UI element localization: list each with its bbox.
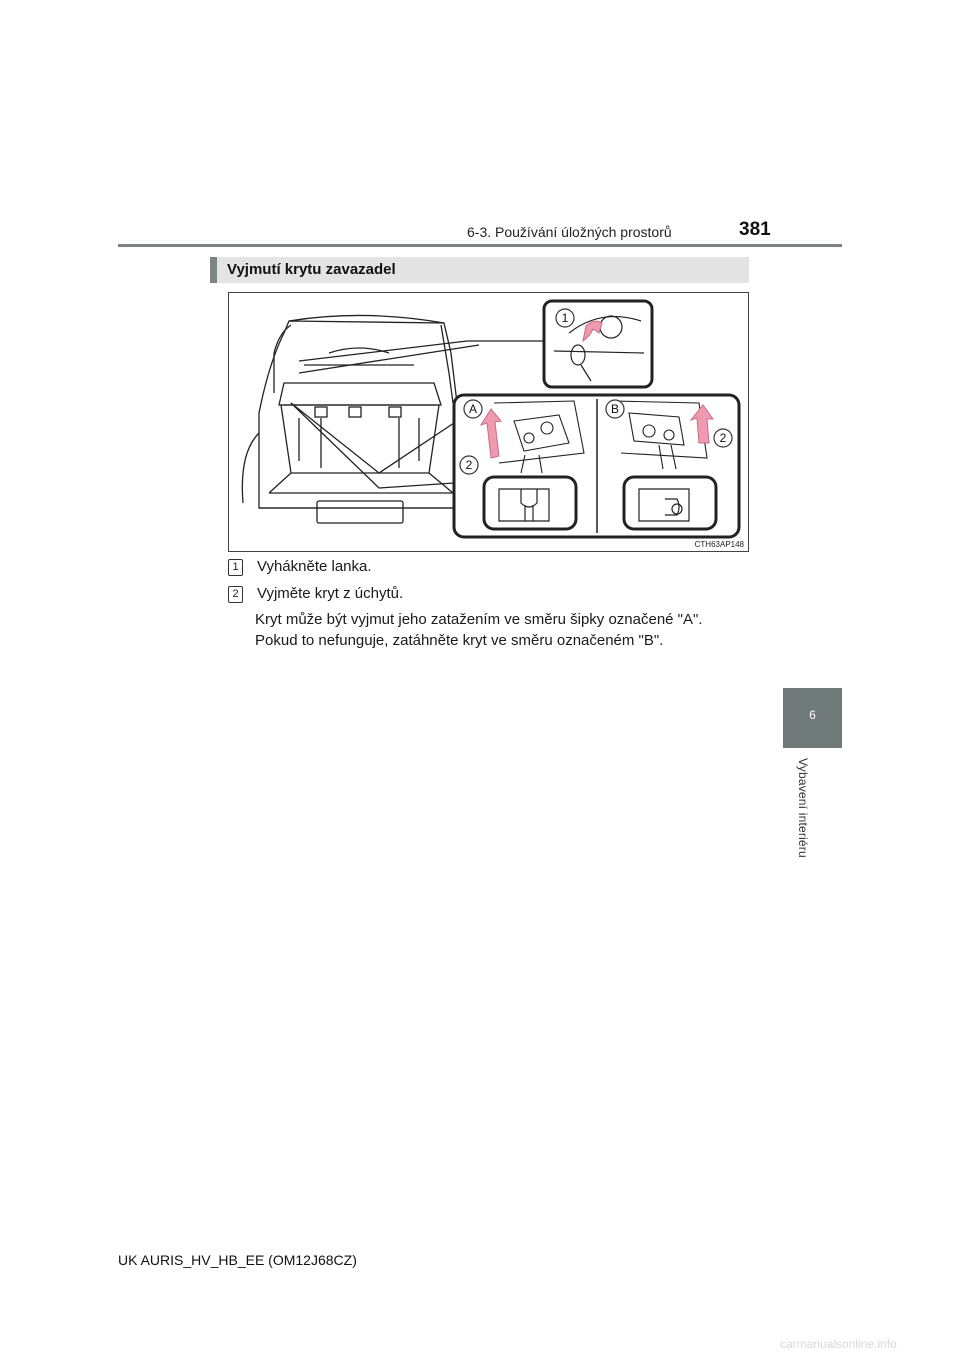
note-line-2: Pokud to nefunguje, zatáhněte kryt ve směru označeném "B".	[255, 632, 664, 649]
callout-1: 1	[561, 311, 569, 325]
illustration-drawing	[229, 293, 750, 553]
footer-model-code: UK AURIS_HV_HB_EE (OM12J68CZ)	[118, 1252, 357, 1268]
illustration-figure	[228, 292, 749, 552]
figure-code: CTH63AP148	[694, 540, 744, 549]
step-text: Vyjměte kryt z úchytů.	[257, 585, 404, 602]
callout-2b: 2	[719, 431, 727, 445]
step-text: Vyhákněte lanka.	[257, 558, 372, 575]
chapter-label: Vybavení interiéru	[796, 758, 810, 858]
callout-2a: 2	[465, 458, 473, 472]
page-number: 381	[739, 219, 771, 240]
note-line-1: Kryt může být vyjmut jeho zatažením ve směru šipky označené "A".	[255, 611, 703, 628]
step-1	[228, 558, 372, 576]
watermark: carmanualsonline.info	[780, 1337, 897, 1351]
section-heading-bar	[210, 257, 749, 283]
header-divider	[118, 244, 842, 247]
chapter-tab[interactable]	[783, 688, 842, 748]
header-section-title: 6-3. Používání úložných prostorů	[467, 224, 672, 240]
section-title: Vyjmutí krytu zavazadel	[227, 261, 396, 278]
step-number-badge: 1	[228, 559, 243, 576]
step-number-badge: 2	[228, 586, 243, 603]
step-2	[228, 585, 403, 603]
callout-a: A	[468, 402, 478, 416]
callout-b: B	[610, 402, 620, 416]
chapter-number: 6	[809, 708, 816, 722]
